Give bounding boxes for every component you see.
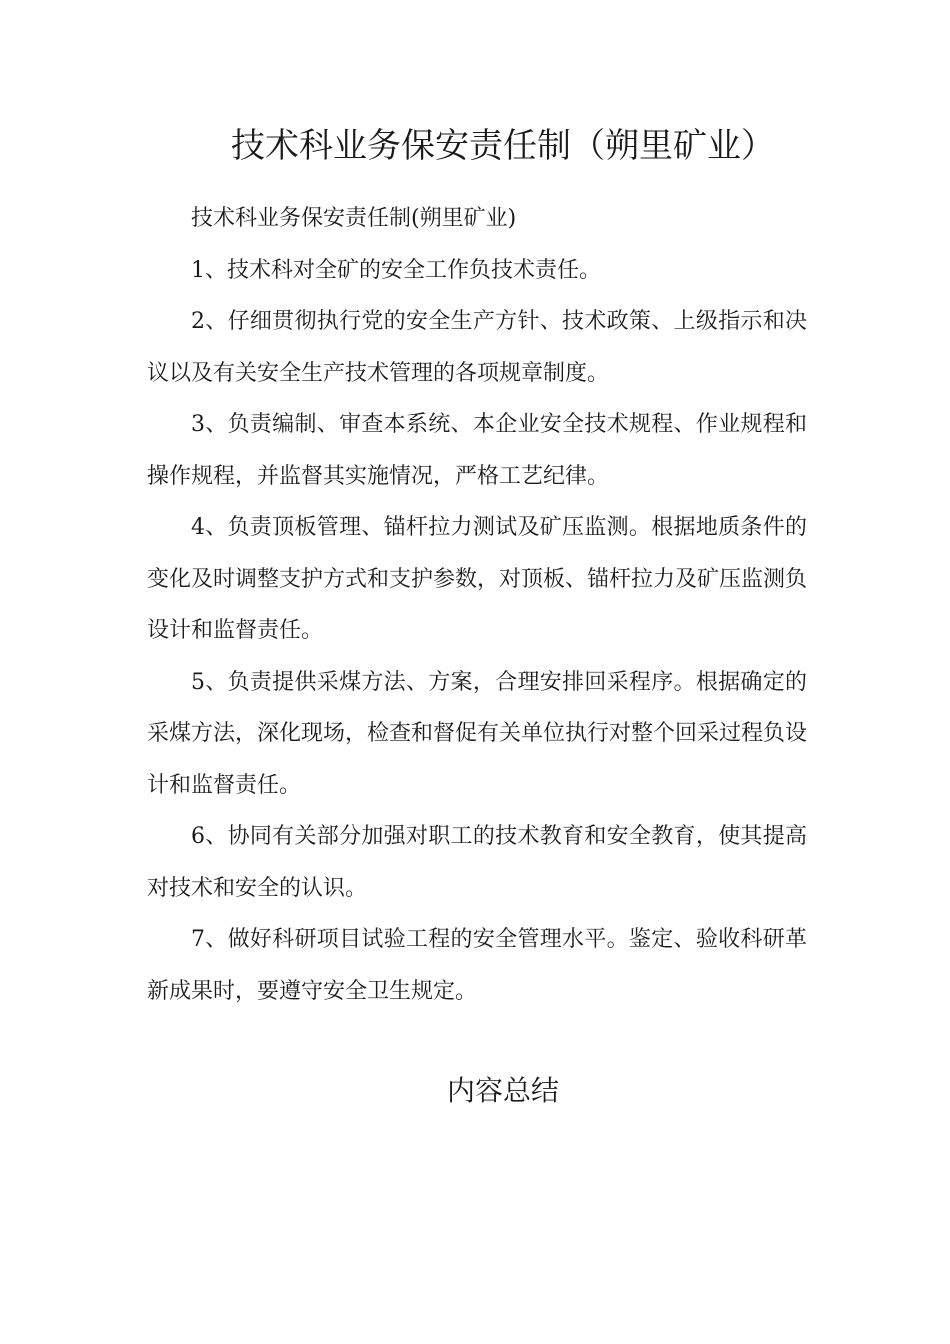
paragraph-item-3: 3、负责编制、审查本系统、本企业安全技术规程、作业规程和操作规程，并监督其实施情况，严格工艺纪律。 bbox=[147, 412, 807, 489]
document-title: 技术科业务保安责任制（朔里矿业） bbox=[231, 126, 775, 166]
paragraph-subtitle: 技术科业务保安责任制(朔里矿业) bbox=[191, 206, 517, 231]
summary-heading: 内容总结 bbox=[446, 1074, 559, 1107]
paragraph-item-5: 5、负责提供采煤方法、方案，合理安排回采程序。根据确定的采煤方法，深化现场，检查和督促有关单位执行对整个回采过程负设计和监督责任。 bbox=[147, 669, 808, 798]
paragraph-item-2: 2、仔细贯彻执行党的安全生产方针、技术政策、上级指示和决议以及有关安全生产技术管理的各项规章制度。 bbox=[147, 309, 807, 386]
paragraph-item-7: 7、做好科研项目试验工程的安全管理水平。鉴定、验收科研革新成果时，要遵守安全卫生规定。 bbox=[147, 927, 807, 1004]
paragraph-item-4: 4、负责顶板管理、锚杆拉力测试及矿压监测。根据地质条件的变化及时调整支护方式和支护参数，对顶板、锚杆拉力及矿压监测负设计和监督责任。 bbox=[147, 515, 808, 643]
paragraph-item-1: 1、技术科对全矿的安全工作负技术责任。 bbox=[191, 257, 601, 283]
document-body bbox=[147, 193, 807, 1017]
paragraph-item-6: 6、协同有关部分加强对职工的技术教育和安全教育，使其提高对技术和安全的认识。 bbox=[147, 824, 807, 901]
